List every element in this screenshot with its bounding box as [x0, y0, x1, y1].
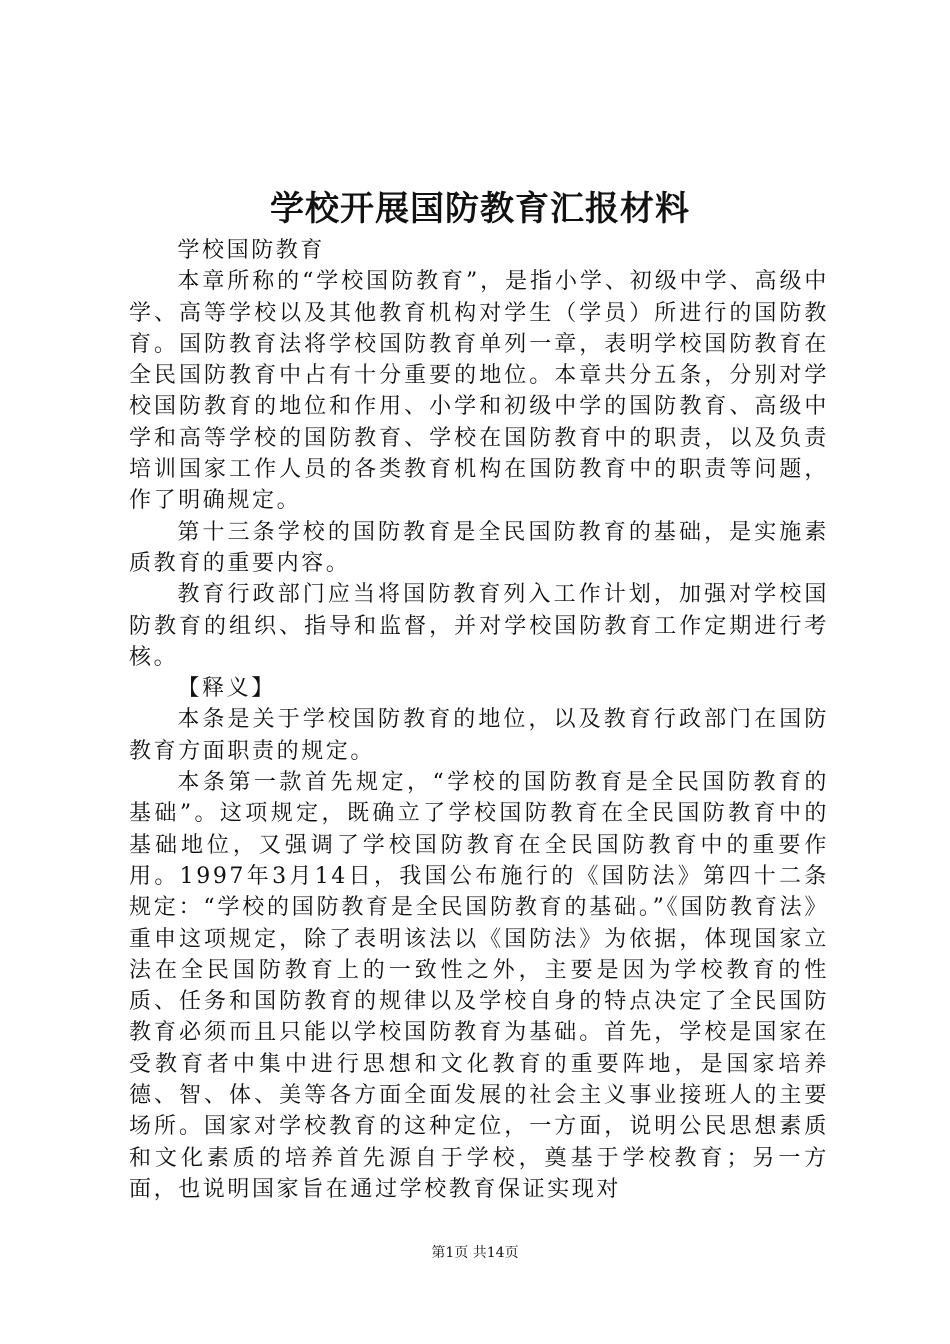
paragraph-label: 【释义】 — [177, 676, 276, 702]
paragraph: 第十三条学校的国防教育是全民国防教育的基础，是实施素质教育的重要内容。 — [129, 519, 829, 576]
paragraph-heading: 学校国防教育 — [177, 238, 325, 263]
paragraph: 本条是关于学校国防教育的地位，以及教育行政部门在国防教育方面职责的规定。 — [129, 707, 829, 764]
document-title: 学校开展国防教育汇报材料 — [270, 189, 690, 229]
page-number: 第1页 共14页 — [431, 1245, 519, 1261]
document-body — [129, 235, 829, 1205]
paragraph: 本章所称的“学校国防教育”，是指小学、初级中学、高级中学、高等学校以及其他教育机构对学生（学员）所进行的国防教育。国防教育法将学校国防教育单列一章，表明学校国防教育在全民国防教育中占有十分重要的地位。本章共分五条，分别对学校国防教育的地位和作用、小学和初级中学的国防教育、高级中学和高等学校的国防教育、学校在国防教育中的职责，以及负责培训国家工作人员的各类教育机构在国防教育中的职责等问题，作了明确规定。 — [129, 269, 829, 514]
paragraph: 教育行政部门应当将国防教育列入工作计划，加强对学校国防教育的组织、指导和监督，并对学校国防教育工作定期进行考核。 — [129, 582, 829, 670]
paragraph: 本条第一款首先规定，“学校的国防教育是全民国防教育的基础”。这项规定，既确立了学校国防教育在全民国防教育中的基础地位，又强调了学校国防教育在全民国防教育中的重要作用。1997年3月14日，我国公布施行的《国防法》第四十二条规定：“学校的国防教育是全民国防教育的基础。”《国防教育法》重申这项规定，除了表明该法以《国防法》为依据，体现国家立法在全民国防教育上的一致性之外，主要是因为学校教育的性质、任务和国防教育的规律以及学校自身的特点决定了全民国防教育必须而且只能以学校国防教育为基础。首先，学校是国家在受教育者中集中进行思想和文化教育的重要阵地，是国家培养德、智、体、美等各方面全面发展的社会主义事业接班人的主要场所。国家对学校教育的这种定位，一方面，说明公民思想素质和文化素质的培养首先源自于学校，奠基于学校教育；另一方面，也说明国家旨在通过学校教育保证实现对 — [129, 770, 829, 1202]
